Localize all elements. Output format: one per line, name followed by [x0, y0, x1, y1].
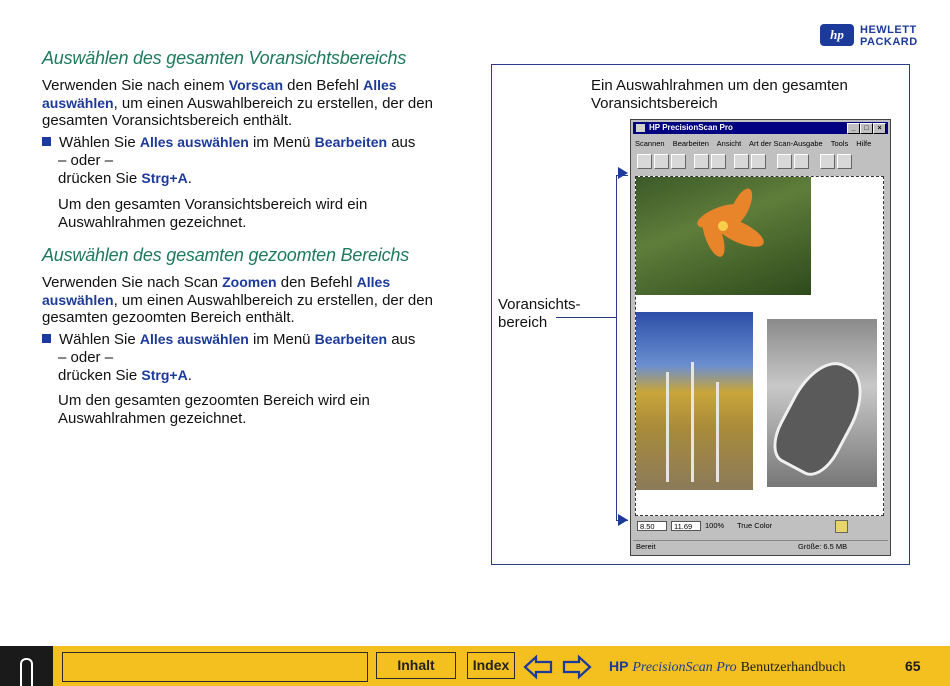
- rotate-icon[interactable]: [777, 154, 792, 169]
- text: den Befehl: [283, 77, 364, 94]
- keyword-alles-auswaehlen: Alles auswählen: [139, 331, 249, 347]
- flower-photo: [636, 177, 811, 295]
- text: .: [187, 170, 192, 187]
- app-icon: [636, 124, 645, 132]
- hp-logo-mark: hp: [820, 24, 854, 46]
- text: drücken Sie: [58, 367, 142, 384]
- footer-hp: HP: [609, 658, 629, 674]
- close-icon[interactable]: ×: [873, 123, 886, 134]
- section-2-intro: [42, 274, 462, 327]
- keyword-zoomen: Zoomen: [222, 274, 277, 290]
- trees-photo: [636, 312, 753, 490]
- page-number: 65: [905, 658, 921, 674]
- section-1-or: – oder –: [58, 152, 114, 169]
- preview-area[interactable]: [635, 176, 884, 516]
- keyword-bearbeiten: Bearbeiten: [314, 331, 388, 347]
- keyword-alles-auswaehlen: Alles auswählen: [42, 274, 391, 308]
- section-1-press: [58, 170, 478, 188]
- text: aus: [387, 331, 416, 348]
- color-settings-icon[interactable]: [835, 520, 848, 533]
- text: Wählen Sie: [59, 331, 140, 348]
- output-type: True Color: [737, 521, 773, 530]
- text: , um einen Auswahlbereich zu erstellen, der den gesamten Voransichtsbereich enthält.: [42, 94, 433, 129]
- section-2-or: – oder –: [58, 349, 114, 366]
- keyword-vorscan: Vorscan: [228, 77, 284, 93]
- bracket-line: [616, 175, 617, 521]
- menu-tools[interactable]: Tools: [830, 139, 849, 148]
- status-size: Größe: 6.5 MB: [798, 542, 848, 551]
- menu-hilfe[interactable]: Hilfe: [856, 139, 872, 148]
- footer-title: [609, 658, 846, 676]
- menu-art-der-scan-ausgabe[interactable]: Art der Scan-Ausgabe: [748, 139, 823, 148]
- footer-blank-box: [62, 652, 368, 682]
- menu-ansicht[interactable]: Ansicht: [716, 139, 742, 148]
- status-ready: Bereit: [636, 542, 656, 551]
- zoom-value: 100%: [705, 521, 725, 530]
- width-field[interactable]: 8.50: [637, 521, 667, 531]
- footer-manual: Benutzerhandbuch: [740, 660, 846, 675]
- maximize-icon[interactable]: □: [860, 123, 873, 134]
- footer-product: PrecisionScan Pro: [632, 660, 737, 675]
- keyword-alles-auswaehlen: Alles auswählen: [139, 134, 249, 150]
- height-field[interactable]: 11.69: [671, 521, 701, 531]
- preview-icon[interactable]: [654, 154, 669, 169]
- footer: [0, 646, 950, 686]
- forward-arrow-icon[interactable]: [562, 654, 592, 680]
- arrow-top-icon: [618, 167, 628, 179]
- move-icon[interactable]: [794, 154, 809, 169]
- section-2-heading: Auswählen des gesamten gezoomten Bereichs: [42, 245, 410, 265]
- section-1-step: [42, 134, 462, 152]
- leader-line: [556, 317, 616, 318]
- text: Verwenden Sie nach Scan: [42, 274, 223, 291]
- caption-left-line-1: Voransichts-: [498, 296, 581, 313]
- copy-icon[interactable]: [711, 154, 726, 169]
- menu-bearbeiten[interactable]: Bearbeiten: [672, 139, 709, 148]
- text: den Befehl: [276, 274, 357, 291]
- minimize-icon[interactable]: _: [847, 123, 860, 134]
- window-titlebar: [633, 122, 888, 134]
- bullet-icon: [42, 137, 51, 146]
- text: im Menü: [248, 331, 315, 348]
- text: drücken Sie: [58, 170, 142, 187]
- section-2-press: [58, 367, 478, 385]
- save-icon[interactable]: [694, 154, 709, 169]
- keyword-shortcut: Strg+A: [141, 170, 188, 186]
- text: .: [187, 367, 192, 384]
- figure-caption-top: Ein Auswahlrahmen um den gesamten Voransichtsbereich: [591, 77, 848, 112]
- bullet-icon: [42, 334, 51, 343]
- boat-photo: [767, 319, 877, 487]
- logo-line-2: PACKARD: [860, 36, 918, 48]
- section-2-step: [42, 331, 462, 349]
- back-arrow-icon[interactable]: [523, 654, 553, 680]
- help-icon[interactable]: [837, 154, 852, 169]
- app-window: [630, 119, 891, 556]
- text: aus: [387, 134, 416, 151]
- menubar: [635, 139, 877, 148]
- status-bar: [633, 540, 888, 553]
- text: im Menü: [248, 134, 315, 151]
- section-1-heading: Auswählen des gesamten Voransichtsbereichs: [42, 48, 407, 68]
- footer-tab: [0, 646, 53, 686]
- section-1-result: Um den gesamten Voransichtsbereich wird ein Auswahlrahmen gezeichnet.: [58, 196, 368, 231]
- zoom-icon[interactable]: [820, 154, 835, 169]
- menu-scannen[interactable]: Scannen: [635, 139, 665, 148]
- index-button[interactable]: Index: [467, 652, 515, 679]
- keyword-shortcut: Strg+A: [141, 367, 188, 383]
- logo-line-1: HEWLETT: [860, 24, 917, 36]
- text: Wählen Sie: [59, 134, 140, 151]
- fit-icon[interactable]: [734, 154, 749, 169]
- scan-icon[interactable]: [637, 154, 652, 169]
- print-icon[interactable]: [751, 154, 766, 169]
- keyword-bearbeiten: Bearbeiten: [314, 134, 388, 150]
- toolbar: [637, 153, 884, 171]
- text: Verwenden Sie nach einem: [42, 77, 229, 94]
- arrow-bottom-icon: [618, 514, 628, 526]
- window-title: HP PrecisionScan Pro: [649, 123, 733, 132]
- caption-left-line-2: bereich: [498, 313, 548, 331]
- section-1-intro: [42, 77, 462, 130]
- section-2-result: Um den gesamten gezoomten Bereich wird ein Auswahlrahmen gezeichnet.: [58, 392, 370, 427]
- text: , um einen Auswahlbereich zu erstellen, der den gesamten gezoomten Bereich enthält.: [42, 291, 433, 326]
- inhalt-button[interactable]: Inhalt: [376, 652, 456, 679]
- scan-final-icon[interactable]: [671, 154, 686, 169]
- keyword-alles-auswaehlen: Alles auswählen: [42, 77, 397, 111]
- figure-caption-left: [498, 296, 581, 331]
- hp-logo-text: [860, 24, 918, 48]
